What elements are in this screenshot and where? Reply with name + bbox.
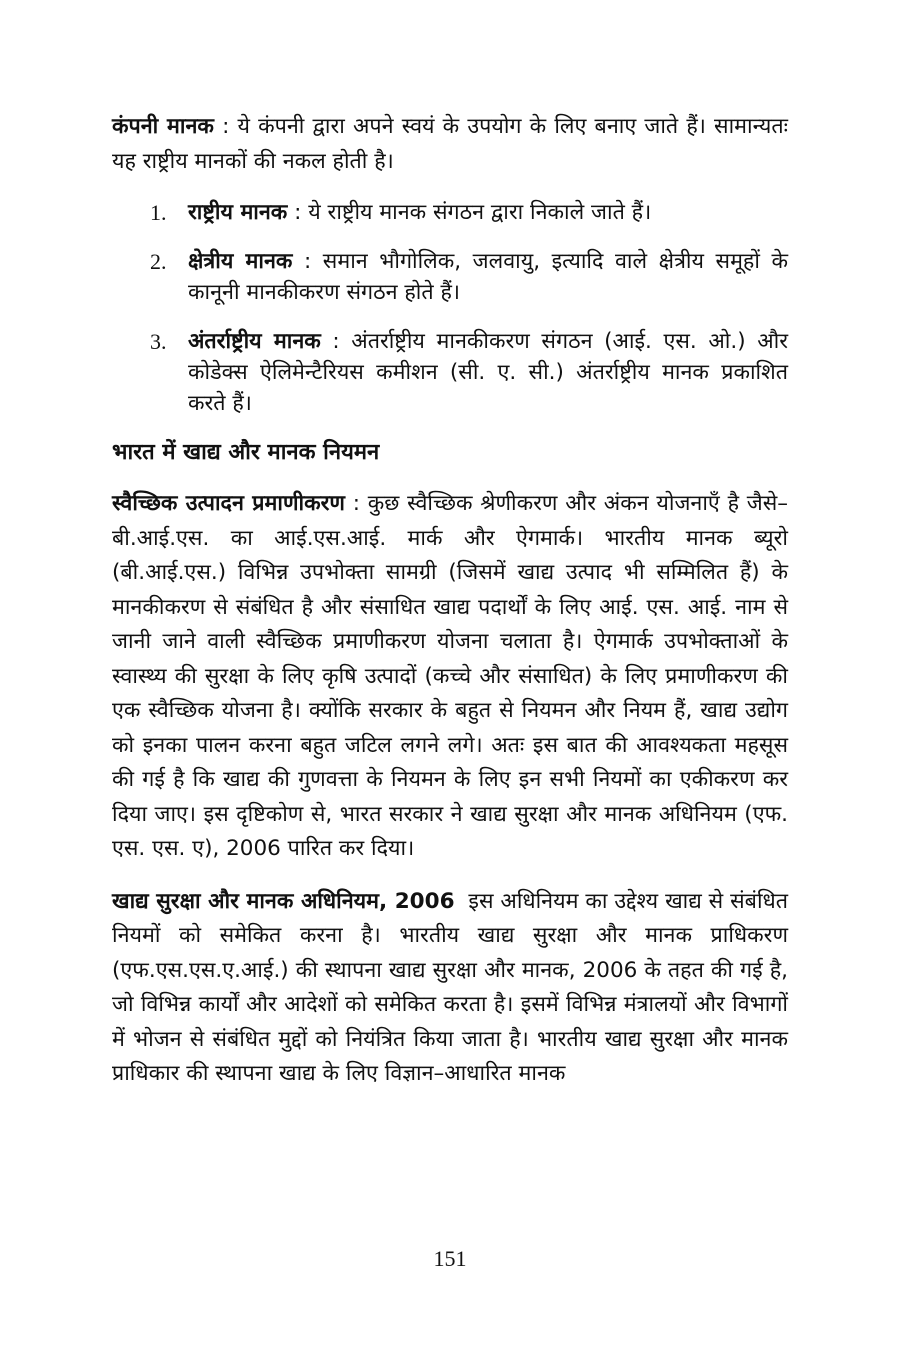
fssa-paragraph [112, 885, 795, 1092]
list-item-number: 2. [150, 249, 167, 274]
list-item-text: : ये राष्ट्रीय मानक संगठन द्वारा निकाले जाते हैं। [287, 200, 652, 225]
list-item-term: क्षेत्रीय मानक [188, 249, 293, 274]
voluntary-certification-term: स्वैच्छिक उत्पादन प्रमाणीकरण [112, 491, 345, 516]
list-item [112, 246, 788, 308]
list-item-term: राष्ट्रीय मानक [188, 200, 288, 225]
list-item-number: 1. [150, 200, 167, 225]
standards-list [112, 197, 788, 419]
fssa-term: खाद्य सुरक्षा और मानक अधिनियम, 2006 [112, 888, 455, 914]
voluntary-certification-paragraph [112, 487, 788, 867]
list-item-text: : समान भौगोलिक, जलवायु, इत्यादि वाले क्षेत्रीय समूहों के कानूनी मानकीकरण संगठन होते हैं। [188, 249, 788, 305]
list-item-term: अंतर्राष्ट्रीय मानक [188, 329, 321, 354]
voluntary-certification-text: : कुछ स्वैच्छिक श्रेणीकरण और अंकन योजनाएँ है जैसे– बी.आई.एस. का आई.एस.आई. मार्क और ऐगमार्क। भारतीय मानक ब्यूरो (बी.आई.एस.) विभिन्न उपभोक्ता सामग्री (जिसमें खाद्य उत्पाद भी सम्मिलित हैं) के मानकीकरण से संबंधित है और संसाधित खाद्य पदार्थों के लिए आई. एस. आई. नाम से जानी जाने वाली स्वैच्छिक प्रमाणीकरण योजना चलाता है। ऐगमार्क उपभोक्ताओं के स्वास्थ्य की सुरक्षा के लिए कृषि उत्पादों (कच्चे और संसाधित) के लिए प्रमाणीकरण की एक स्वैच्छिक योजना है। क्योंकि सरकार के बहुत से नियमन और नियम हैं, खाद्य उद्योग को इनका पालन करना बहुत जटिल लगने लगे। अतः इस बात की आवश्यकता महसूस की गई है कि खाद्य की गुणवत्ता के नियमन के लिए इन सभी नियमों का एकीकरण कर दिया जाए। इस दृष्टिकोण से, भारत सरकार ने खाद्य सुरक्षा और मानक अधिनियम (एफ. एस. एस. ए), 2006 पारित कर दिया। [112, 491, 788, 861]
list-item-number: 3. [150, 329, 167, 354]
list-item-text: : अंतर्राष्ट्रीय मानकीकरण संगठन (आई. एस. ओ.) और कोडेक्स ऐलिमेन्टैरियस कमीशन (सी. ए. सी.) अंतर्राष्ट्रीय मानक प्रकाशित करते हैं। [188, 329, 788, 416]
company-standard-text: : ये कंपनी द्वारा अपने स्वयं के उपयोग के लिए बनाए जाते हैं। सामान्यतः यह राष्ट्रीय मानकों की नकल होती है। [112, 114, 788, 174]
company-standard-paragraph [112, 110, 788, 179]
section-heading: भारत में खाद्य और मानक नियमन [112, 440, 380, 465]
list-item [112, 197, 788, 228]
page-content [112, 110, 795, 1092]
list-item [112, 326, 788, 419]
company-standard-term: कंपनी मानक [112, 114, 214, 139]
page-number: 151 [433, 1246, 467, 1271]
fssa-text: इस अधिनियम का उद्देश्य खाद्य से संबंधित नियमों को समेकित करना है। भारतीय खाद्य सुरक्षा और मानक प्राधिकरण (एफ.एस.एस.ए.आई.) की स्थापना खाद्य सुरक्षा और मानक, 2006 के तहत की गई है, जो विभिन्न कार्यों और आदेशों को समेकित करता है। इसमें विभिन्न मंत्रालयों और विभागों में भोजन से संबंधित मुद्दों को नियंत्रित किया जाता है। भारतीय खाद्य सुरक्षा और मानक प्राधिकार की स्थापना खाद्य के लिए विज्ञान–आधारित मानक [112, 888, 795, 1086]
